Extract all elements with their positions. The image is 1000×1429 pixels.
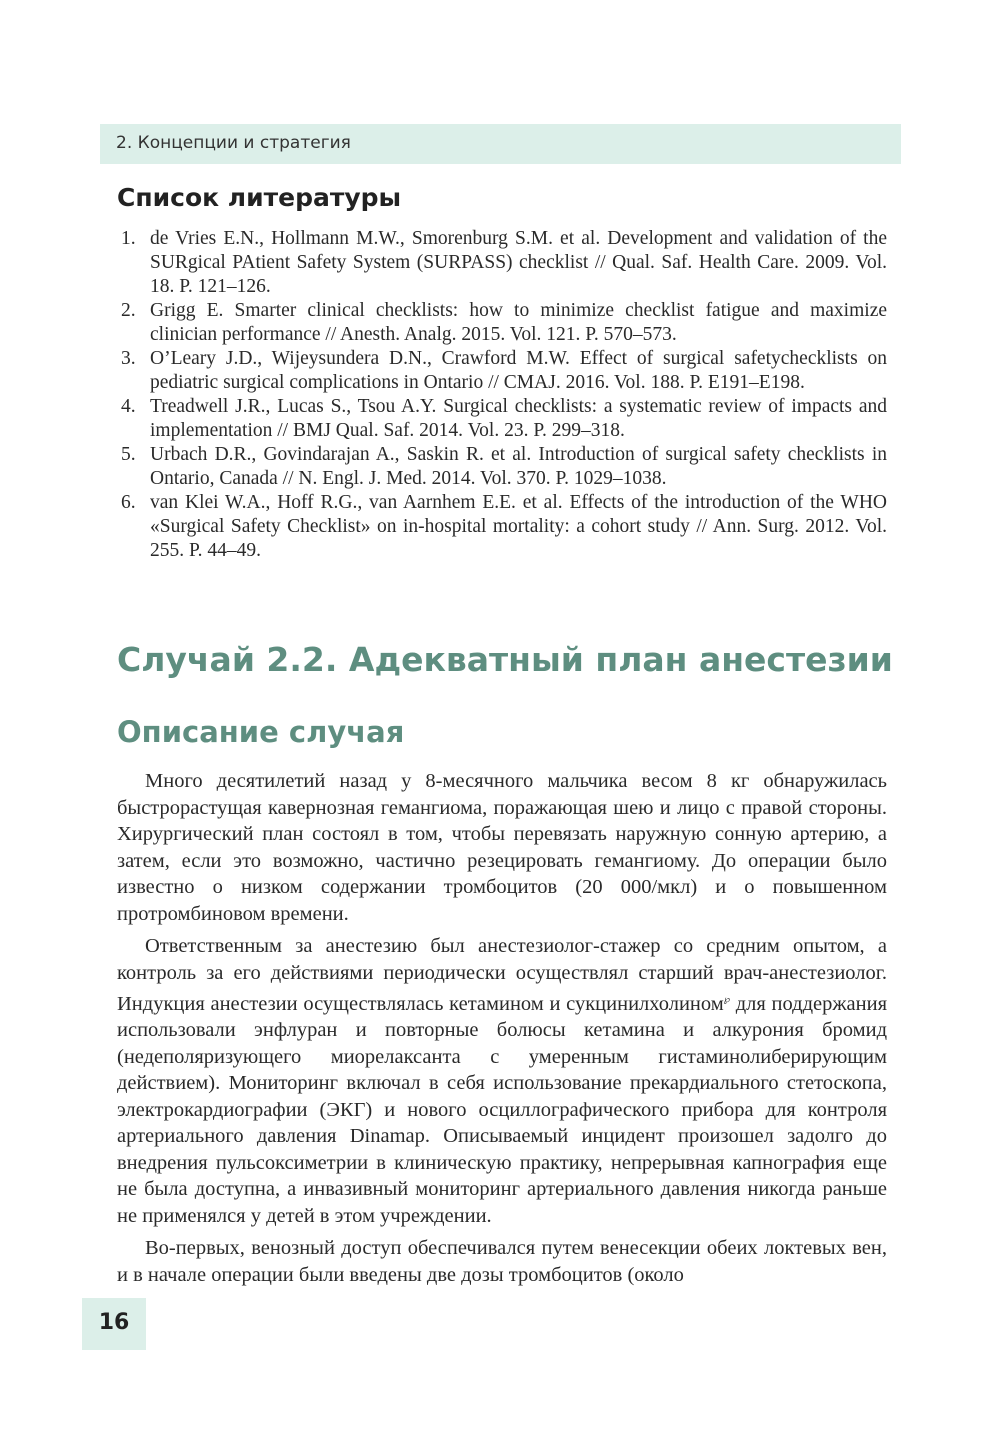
- reference-item: [117, 491, 887, 563]
- reference-text: Grigg E. Smarter clinical checklists: how to minimize checklist fatigue and maximize clinician performance // Anesth. Analg. 2015. Vol. 121. P. 570–573.: [150, 300, 887, 345]
- paragraph-text: Ответственным за анестезию был анестезиолог-стажер со средним опытом, а контроль за его действиями периодически осуществлял старший врач-анестезиолог. Индукция анестезии осуществлялась кетамином и сукцинилхолином: [117, 935, 887, 1015]
- reference-number: 1.: [121, 228, 136, 249]
- reference-item: [117, 395, 887, 443]
- drug-mark: ℘: [723, 994, 731, 1004]
- reference-text: Treadwell J.R., Lucas S., Tsou A.Y. Surgical checklists: a systematic review of impacts and implementation // BMJ Qual. Saf. 2014. Vol. 23. P. 299–318.: [150, 396, 887, 441]
- case-description: [117, 768, 887, 1294]
- reference-number: 4.: [121, 396, 136, 417]
- reference-text: O’Leary J.D., Wijeysundera D.N., Crawford M.W. Effect of surgical safetychecklists on pediatric surgical complications in Ontario // CMAJ. 2016. Vol. 188. P. E191–E198.: [150, 348, 887, 393]
- reference-number: 6.: [121, 492, 136, 513]
- chapter-title: 2. Концепции и стратегия: [116, 133, 351, 153]
- reference-text: Urbach D.R., Govindarajan A., Saskin R. et al. Introduction of surgical safety checklists in Ontario, Canada // N. Engl. J. Med. 2014. Vol. 370. P. 1029–1038.: [150, 444, 887, 489]
- reference-item: [117, 227, 887, 299]
- reference-text: van Klei W.A., Hoff R.G., van Aarnhem E.E. et al. Effects of the introduction of the WHO «Surgical Safety Checklist» on in-hospital mortality: a cohort study // Ann. Surg. 2012. Vol. 255. P. 44–49.: [150, 492, 887, 561]
- reference-number: 5.: [121, 444, 136, 465]
- paragraph: Много десятилетий назад у 8-месячного мальчика весом 8 кг обнаружилась быстрорастущая кавернозная гемангиома, поражающая шею и лицо с правой стороны. Хирургический план состоял в том, чтобы перевязать наружную сонную артерию, а затем, если это возможно, частично резецировать гемангиому. До операции было известно о низком содержании тромбоцитов (20 000/мкл) и о повышенном протромбиновом времени.: [117, 770, 887, 925]
- reference-number: 3.: [121, 348, 136, 369]
- references-list: [117, 227, 887, 563]
- paragraph-text: для поддержания использовали энфлуран и повторные болюсы кетамина и алкурония бромид (недеполяризующего миорелаксанта с умеренным гистаминолиберирующим действием). Мониторинг включал в себя использование прекардиального стетоскопа, электрокардиографии (ЭКГ) и нового осциллографического прибора для контроля артериального давления Dinamap. Описываемый инцидент произошел задолго до внедрения пульсоксиметрии в клиническую практику, непрерывная капнография еще не была доступна, а инвазивный мониторинг артериального давления никогда раньше не применялся у детей в этом учреждении.: [117, 992, 887, 1227]
- reference-number: 2.: [121, 300, 136, 321]
- reference-text: de Vries E.N., Hollmann M.W., Smorenburg S.M. et al. Development and validation of the SURgical PAtient Safety System (SURPASS) checklist // Qual. Saf. Health Care. 2009. Vol. 18. P. 121–126.: [150, 228, 887, 297]
- page-number-box: [82, 1298, 146, 1350]
- section-title: Описание случая: [117, 715, 405, 749]
- reference-item: [117, 299, 887, 347]
- running-header: [100, 124, 901, 164]
- reference-item: [117, 443, 887, 491]
- case-title: Случай 2.2. Адекватный план анестезии: [117, 640, 893, 679]
- reference-item: [117, 347, 887, 395]
- references-heading: Список литературы: [117, 183, 402, 212]
- paragraph: [117, 933, 887, 1229]
- page-number: 16: [98, 1310, 130, 1335]
- paragraph: Во-первых, венозный доступ обеспечивался путем венесекции обеих локтевых вен, и в начале операции были введены две дозы тромбоцитов (около: [117, 1237, 887, 1286]
